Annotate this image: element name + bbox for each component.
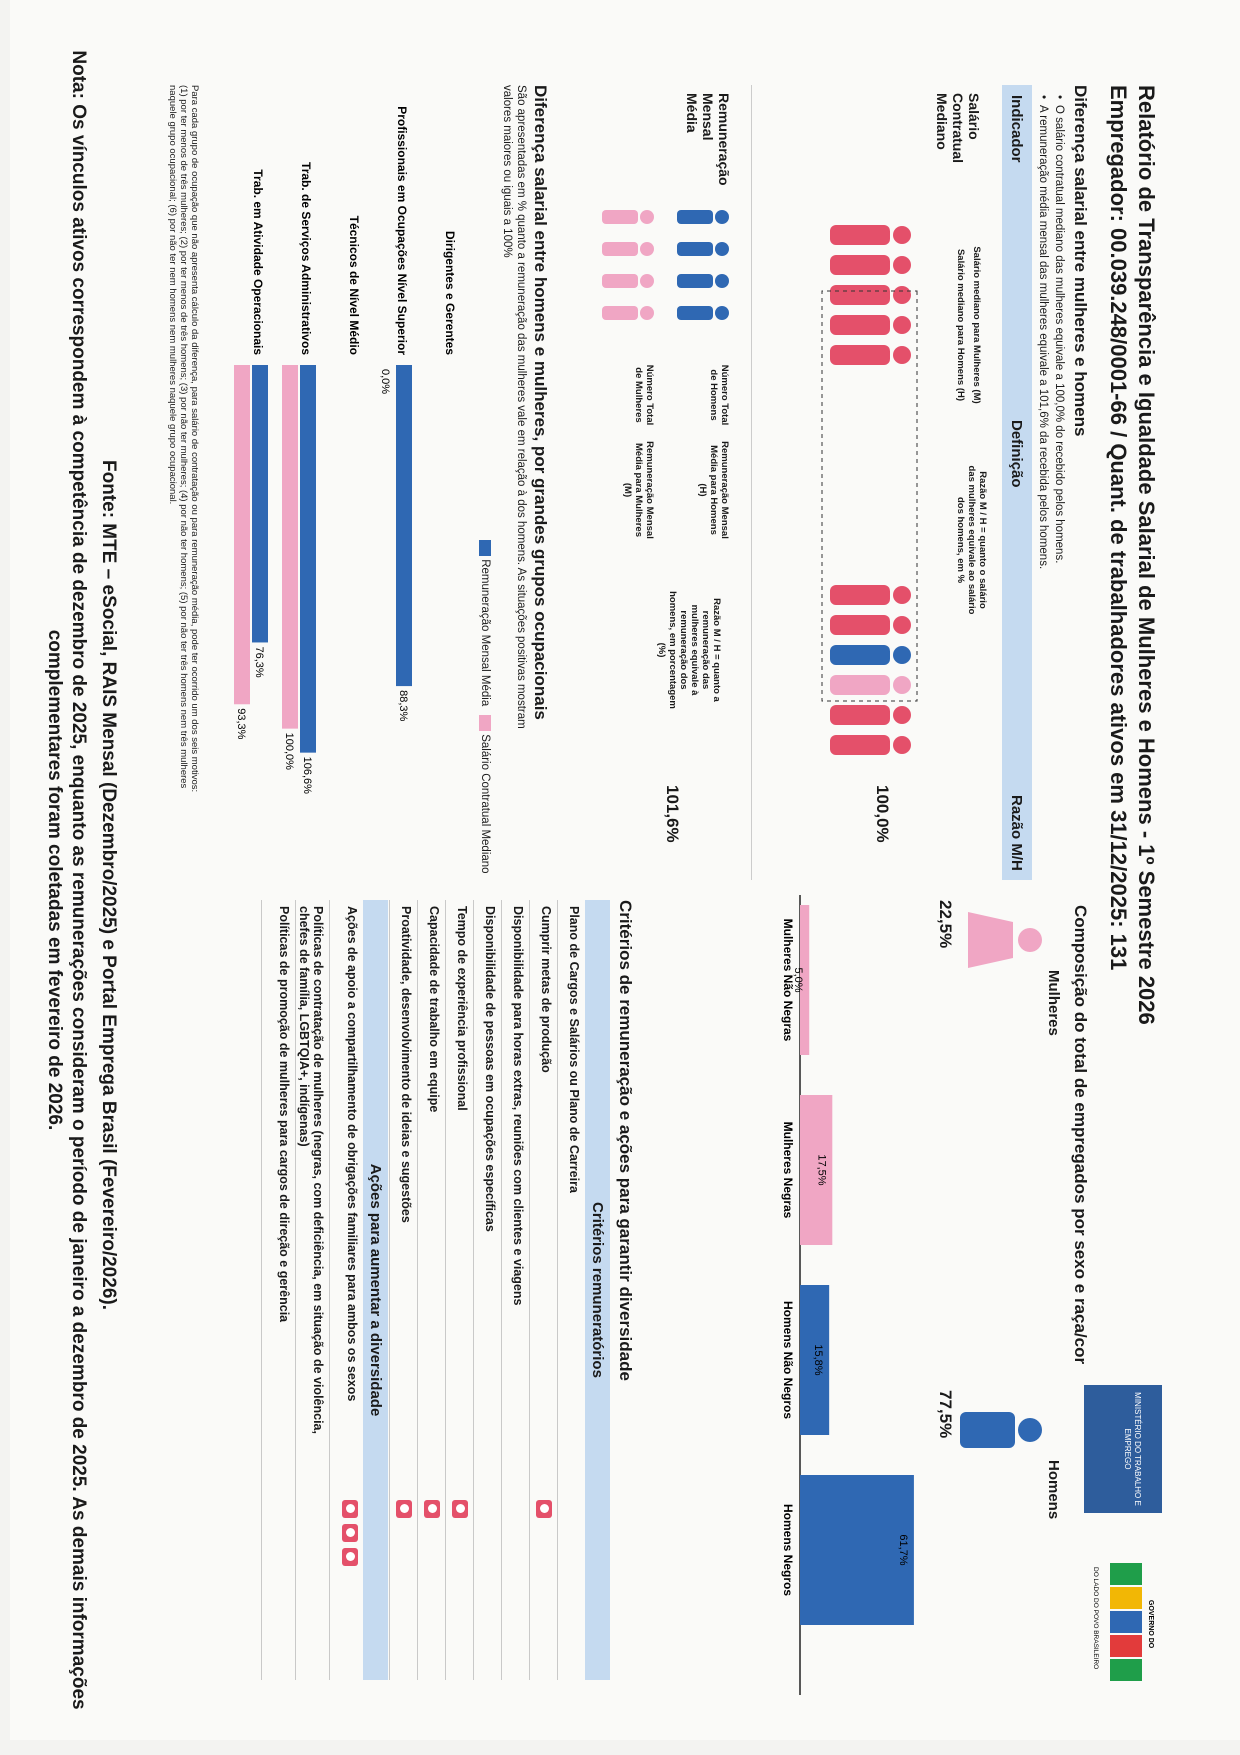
table-header bbox=[1002, 85, 1032, 880]
list-item-label: Plano de Cargos e Salários ou Plano de Carreira bbox=[567, 906, 581, 1193]
indicator-remuneracao: Remuneração Mensal Média bbox=[684, 93, 732, 186]
check-badge-icon bbox=[342, 1524, 358, 1542]
category-label: Trab. em Atividade Operacionais bbox=[251, 169, 265, 355]
marks bbox=[533, 1500, 552, 1524]
diferenca-bullet-2: • A remuneração média mensal das mulheres equivale a 101,6% da recebida pelos homens. bbox=[1036, 95, 1050, 895]
diversidade-head: Ações para aumentar a diversidade bbox=[363, 900, 388, 1680]
women-result-label: Remuneração Mensal Média para Mulheres (M) bbox=[622, 441, 655, 539]
list-item bbox=[261, 900, 295, 1680]
svg-text:GOVERNO DO: GOVERNO DO bbox=[1147, 1600, 1154, 1649]
table-row bbox=[751, 85, 1002, 880]
diferenca-title: Diferença salarial entre mulheres e homens bbox=[1071, 85, 1090, 437]
grupos-footnote: Para cada grupo de ocupação que não apresenta cálculo da diferença, para salário de contratação ou para remuneração média, pode ter ocorrido um dos seis motivos: (1) por ter menos de três mulheres; (2) por ter menos de três homens; (3) por não ter mulheres; (4) por não ter homens; (5) por não ter três homens nem três mulheres naquele grupo ocupacional; (6) por não ter nem homens nem mulheres naquele grupo ocupacional. bbox=[167, 85, 200, 793]
criterios-list bbox=[389, 900, 585, 1680]
diversidade-list bbox=[261, 900, 363, 1680]
data-label: 93,3% bbox=[235, 708, 247, 740]
legend-pink bbox=[478, 715, 492, 874]
list-item-label: Capacidade de trabalho em equipe bbox=[427, 906, 441, 1113]
list-item bbox=[295, 900, 329, 1680]
list-item-label: Proatividade, desenvolvimento de ideias e sugestões bbox=[399, 906, 413, 1223]
report-subtitle: Empregador: 00.039.248/0001-66 / Quant. de trabalhadores ativos em 31/12/2025: 131 bbox=[1106, 85, 1131, 971]
list-item bbox=[557, 900, 585, 1680]
col-definicao: Definição bbox=[1008, 420, 1025, 488]
grupos-chart bbox=[220, 85, 470, 805]
list-item bbox=[389, 900, 417, 1680]
category-label: Profissionais em Ocupações Nível Superior bbox=[395, 106, 409, 355]
def-women-label: Salário mediano para Mulheres (M) bbox=[971, 246, 982, 404]
list-item bbox=[501, 900, 529, 1680]
data-label: 76,3% bbox=[253, 646, 265, 678]
ministerio-logo-text: MINISTÉRIO DO TRABALHO E EMPREGO bbox=[1123, 1392, 1142, 1506]
grupos-title: Diferença salarial entre homens e mulheres, por grandes grupos ocupacionais bbox=[531, 85, 550, 720]
marks bbox=[449, 1500, 468, 1524]
legend-blue bbox=[478, 540, 492, 706]
women-count-label: Número Total de Mulheres bbox=[633, 364, 655, 426]
list-item bbox=[529, 900, 557, 1680]
data-label: 0,0% bbox=[379, 369, 391, 395]
legend-blue-label: Remuneração Mensal Média bbox=[479, 559, 491, 707]
criterios-title: Critérios de remuneração e ações para garantir diversidade bbox=[616, 900, 635, 1381]
legend-pink-label: Salário Contratual Mediano bbox=[479, 734, 491, 874]
data-label: 100,0% bbox=[283, 732, 295, 770]
category-label: Trab. de Serviços Administrativos bbox=[299, 162, 313, 355]
data-label: 88,3% bbox=[397, 690, 409, 722]
col-razao: Razão M/H bbox=[1008, 795, 1025, 871]
bar bbox=[396, 365, 412, 686]
men-count-label: Número Total de Homens bbox=[708, 364, 730, 426]
table-row bbox=[572, 85, 752, 880]
governo-brasil-logo bbox=[1082, 1545, 1162, 1690]
report-page bbox=[10, 0, 1240, 1740]
bar bbox=[282, 365, 298, 729]
value-salario: 100,0% bbox=[873, 785, 892, 843]
def-note-remuneracao: Razão M / H = quanto a remuneração das mulheres equivale à remuneração dos homens, em porcentagem (%) bbox=[656, 591, 722, 709]
footer-nota: Nota: Os vínculos ativos correspondem à competência de dezembro de 2025, enquanto as remunerações consideram o período de janeiro a dezembro de 2025. As demais informações complementares foram coletadas em fevereiro de 2026. bbox=[44, 50, 89, 1710]
diferenca-bullet-1: • O salário contratual mediano das mulheres equivale a 100,0% do recebido pelos homens. bbox=[1052, 95, 1066, 895]
criterios-head: Critérios remuneratórios bbox=[585, 900, 610, 1680]
men-pct: 77,5% bbox=[936, 1390, 955, 1439]
women-pct: 22,5% bbox=[936, 900, 955, 949]
data-label: 106,6% bbox=[301, 756, 313, 794]
check-badge-icon bbox=[424, 1500, 440, 1518]
men-label: Homens bbox=[1045, 1460, 1062, 1520]
check-badge-icon bbox=[342, 1500, 358, 1518]
def-note-salario: Razão M / H = quanto o salário das mulheres equivale ao salário dos homens, em % bbox=[955, 465, 988, 615]
man-figure-icon bbox=[955, 1390, 1045, 1470]
list-item-label: Cumprir metas de produção bbox=[539, 906, 553, 1073]
marks bbox=[393, 1500, 412, 1524]
legend-pink-swatch bbox=[479, 715, 491, 731]
women-label: Mulheres bbox=[1045, 970, 1062, 1036]
grupos-desc: São apresentadas em % quanto a remuneração das mulheres vale em relação à dos homens. As situações positivas mostram valores maiores ou iguais a 100% bbox=[501, 85, 527, 729]
marks bbox=[339, 1500, 358, 1572]
svg-text:DO LADO DO POVO BRASILEIRO: DO LADO DO POVO BRASILEIRO bbox=[1092, 1567, 1099, 1670]
check-badge-icon bbox=[396, 1500, 412, 1518]
bar bbox=[252, 365, 268, 642]
category-label: Homens Não Negros bbox=[781, 1300, 795, 1420]
governo-logo bbox=[1082, 1545, 1162, 1690]
list-item-label: Tempo de experiência profissional bbox=[455, 906, 469, 1111]
men-result-label: Remuneração Mensal Média para Homens (H) bbox=[697, 441, 730, 539]
data-label: 5,0% bbox=[792, 967, 805, 993]
bar bbox=[300, 365, 316, 753]
check-badge-icon bbox=[342, 1548, 358, 1566]
indicator-salario: Salário Contratual Mediano bbox=[934, 93, 982, 163]
people-icons-row1 bbox=[772, 215, 932, 775]
composicao-title: Composição do total de empregados por sexo e raça/cor bbox=[1071, 905, 1090, 1365]
list-item-label: Políticas de promoção de mulheres para cargos de direção e gerência bbox=[277, 906, 291, 1323]
category-label: Mulheres Negras bbox=[781, 1121, 795, 1219]
ministerio-logo bbox=[1084, 1385, 1162, 1513]
bar bbox=[234, 365, 250, 704]
marks bbox=[421, 1500, 440, 1524]
category-label: Técnicos de Nível Médio bbox=[347, 215, 361, 355]
report-title: Relatório de Transparência e Igualdade Salarial de Mulheres e Homens - 1º Semestre 2026 bbox=[1134, 85, 1159, 1025]
composicao-chart bbox=[770, 895, 930, 1695]
criterios-table bbox=[260, 900, 610, 1680]
value-remuneracao: 101,6% bbox=[663, 785, 682, 843]
data-label: 15,8% bbox=[812, 1344, 825, 1376]
data-label: 61,7% bbox=[896, 1534, 909, 1566]
list-item-label: Disponibilidade para horas extras, reuniões com clientes e viagens bbox=[511, 906, 525, 1306]
women-icons bbox=[597, 205, 657, 355]
list-item bbox=[329, 900, 363, 1680]
category-label: Mulheres Não Negras bbox=[781, 918, 795, 1042]
list-item bbox=[445, 900, 473, 1680]
category-label: Dirigentes e Gerentes bbox=[443, 230, 457, 355]
legend-blue-swatch bbox=[479, 540, 491, 556]
check-badge-icon bbox=[536, 1500, 552, 1518]
list-item-label: Disponibilidade de pessoas em ocupações específicas bbox=[483, 906, 497, 1232]
check-badge-icon bbox=[452, 1500, 468, 1518]
list-item-label: Ações de apoio a compartilhamento de obrigações familiares para ambos os sexos bbox=[345, 906, 359, 1402]
footer-fonte: Fonte: MTE – eSocial, RAIS Mensal (Dezembro/2025) e Portal Emprega Brasil (Fevereiro/2026). bbox=[98, 459, 119, 1310]
list-item bbox=[473, 900, 501, 1680]
list-item-label: Políticas de contratação de mulheres (negras, com deficiência, em situação de violência, chefes de família, LGBTQIA+, indígenas) bbox=[297, 906, 325, 1434]
def-men-label: Salário mediano para Homens (H) bbox=[955, 248, 966, 402]
col-indicador: Indicador bbox=[1008, 95, 1025, 163]
list-item bbox=[417, 900, 445, 1680]
category-label: Homens Negros bbox=[781, 1503, 795, 1597]
data-label: 17,5% bbox=[815, 1154, 828, 1186]
men-icons bbox=[672, 205, 732, 355]
indicator-table bbox=[572, 85, 1032, 880]
woman-figure-icon bbox=[955, 900, 1045, 980]
